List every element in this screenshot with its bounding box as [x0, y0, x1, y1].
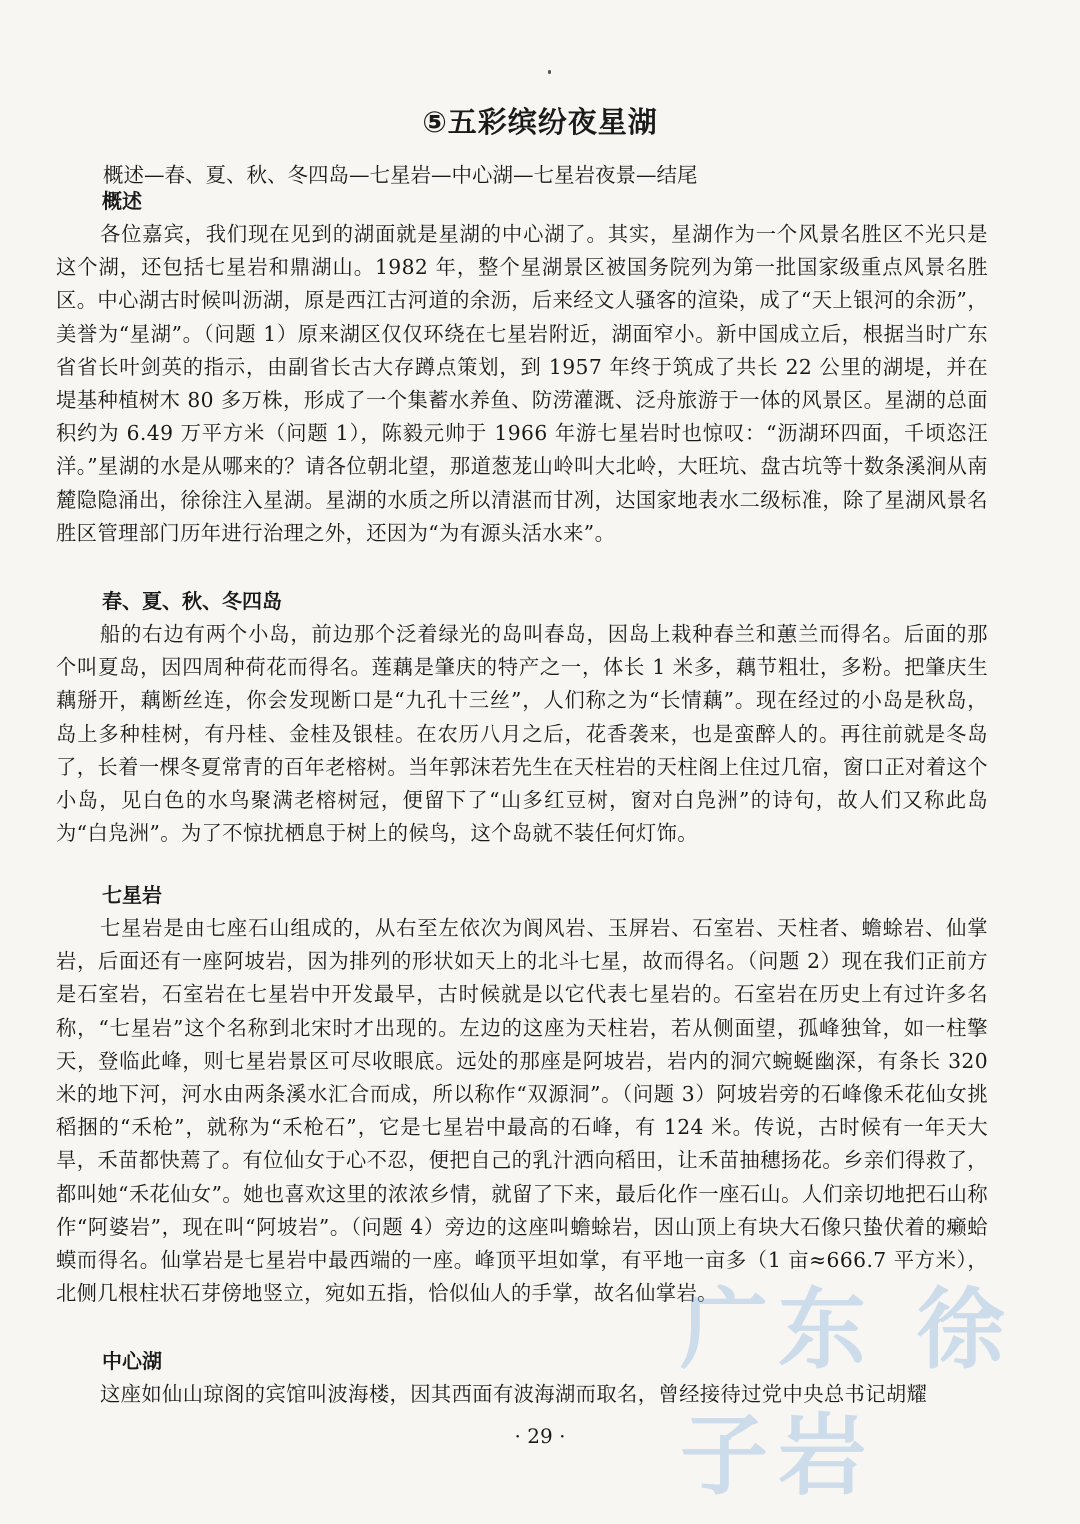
section-paragraph: 船的右边有两个小岛，前边那个泛着绿光的岛叫春岛，因岛上栽种春兰和蕙兰而得名。后面的那个叫夏岛，因四周种荷花而得名。莲藕是肇庆的特产之一，体长 1 米多，藕节粗壮，多粉。把肇庆生藕掰开，藕断丝连，你会发现断口是“九孔十三丝”，人们称之为“长情藕”。现在经过的小岛是秋岛，岛上多种桂树，有丹桂、金桂及银桂。在农历八月之后，花香袭来，也是蛮醉人的。再往前就是冬岛了，长着一棵冬夏常青的百年老榕树。当年郭沫若先生在天柱岩的天柱阁上住过几宿，窗口正对着这个小岛，见白色的水鸟聚满老榕树冠，便留下了“山多红豆树，窗对白凫洲”的诗句，故人们又称此岛为“白凫洲”。为了不惊扰栖息于树上的候鸟，这个岛就不装任何灯饰。 [56, 622, 988, 846]
section-heading: 七星岩 [102, 883, 162, 907]
section-central-lake [56, 1344, 988, 1411]
section-paragraph: 各位嘉宾，我们现在见到的湖面就是星湖的中心湖了。其实，星湖作为一个风景名胜区不光只是这个湖，还包括七星岩和鼎湖山。1982 年，整个星湖景区被国务院列为第一批国家级重点风景名胜区。中心湖古时候叫沥湖，原是西江古河道的余沥，后来经文人骚客的渲染，成了“天上银河的余沥”，美誉为“星湖”。（问题 1）原来湖区仅仅环绕在七星岩附近，湖面窄小。新中国成立后，根据当时广东省省长叶剑英的指示，由副省长古大存蹲点策划，到 1957 年终于筑成了共长 22 公里的湖堤，并在堤基种植树木 80 多万株，形成了一个集蓄水养鱼、防涝灌溉、泛舟旅游于一体的风景区。星湖的总面积约为 6.49 万平方米（问题 1），陈毅元帅于 1966 年游七星岩时也惊叹：“沥湖环四面，千顷恣汪洋。”星湖的水是从哪来的？请各位朝北望，那道葱茏山岭叫大北岭，大旺坑、盘古坑等十数条溪涧从南麓隐隐涌出，徐徐注入星湖。星湖的水质之所以清湛而甘冽，达国家地表水二级标准，除了星湖风景名胜区管理部门历年进行治理之外，还因为“为有源头活水来”。 [56, 222, 988, 545]
overview-line: 概述—春、夏、秋、冬四岛—七星岩—中心湖—七星岩夜景—结尾 [103, 163, 698, 187]
section-overview [56, 184, 988, 550]
page-title: ⑤五彩缤纷夜星湖 [422, 105, 658, 139]
section-paragraph: 这座如仙山琼阁的宾馆叫波海楼，因其西面有波海湖而取名，曾经接待过党中央总书记胡耀 [100, 1382, 928, 1406]
watermark-text: 广东 徐子岩 [680, 1278, 1015, 1507]
section-heading: 春、夏、秋、冬四岛 [102, 589, 282, 613]
section-four-islands [56, 584, 988, 850]
page-number: · 29 · [514, 1424, 566, 1448]
section-paragraph: 七星岩是由七座石山组成的，从右至左依次为阆风岩、玉屏岩、石室岩、天柱者、蟾蜍岩、仙掌岩，后面还有一座阿坡岩，因为排列的形状如天上的北斗七星，故而得名。（问题 2）现在我们正前方是石室岩，石室岩在七星岩中开发最早，古时候就是以它代表七星岩的。石室岩在历史上有过许多名称，“七星岩”这个名称到北宋时才出现的。左边的这座为天柱岩，若从侧面望，孤峰独耸，如一柱擎天，登临此峰，则七星岩景区可尽收眼底。远处的那座是阿坡岩，岩内的洞穴蜿蜒幽深，有条长 320 米的地下河，河水由两条溪水汇合而成，所以称作“双源洞”。（问题 3）阿坡岩旁的石峰像禾花仙女挑稻捆的“禾枪”，就称为“禾枪石”，它是七星岩中最高的石峰，有 124 米。传说，古时候有一年天大旱，禾苗都快蔫了。有位仙女于心不忍，便把自己的乳汁洒向稻田，让禾苗抽穗扬花。乡亲们得救了，都叫她“禾花仙女”。她也喜欢这里的浓浓乡情，就留了下来，最后化作一座石山。人们亲切地把石山称作“阿婆岩”，现在叫“阿坡岩”。（问题 4）旁边的这座叫蟾蜍岩，因山顶上有块大石像只蛰伏着的癞蛤蟆而得名。仙掌岩是七星岩中最西端的一座。峰顶平坦如掌，有平地一亩多（1 亩≈666.7 平方米），北侧几根柱状石芽傍地竖立，宛如五指，恰似仙人的手掌，故名仙掌岩。 [56, 916, 988, 1306]
section-heading: 概述 [102, 189, 142, 213]
scan-speck [548, 70, 551, 74]
section-seven-star-crags [56, 878, 988, 1310]
section-heading: 中心湖 [102, 1349, 162, 1373]
